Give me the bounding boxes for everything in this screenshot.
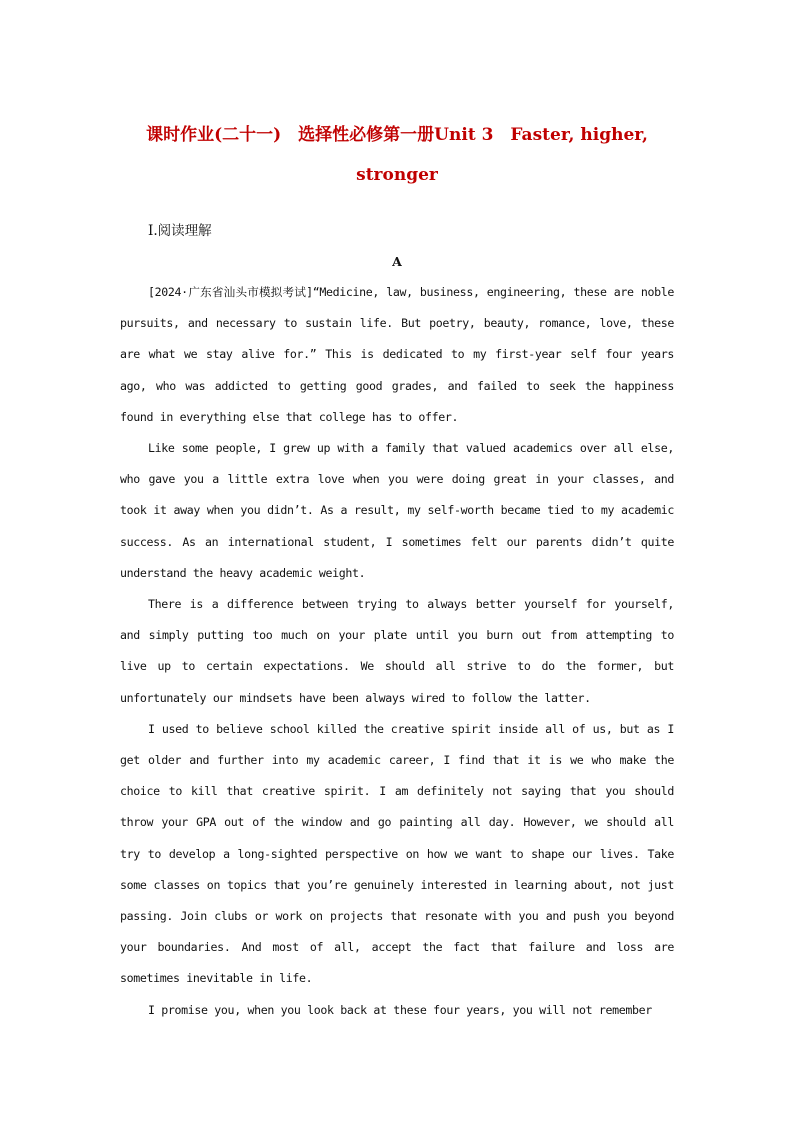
title-line-1: 课时作业(二十一) 选择性必修第一册Unit 3 Faster, higher, <box>146 125 648 145</box>
title-line-2: stronger <box>356 165 438 185</box>
passage-body <box>120 277 674 1026</box>
paragraph-3: There is a difference between trying to always better yourself for yourself, and simply putting too much on your plate until you burn out from attempting to live up to certain expectations. We should all strive to do the former, but unfortunately our mindsets have been always wired to follow the latter. <box>120 597 674 705</box>
paragraph-1: [2024·广东省汕头市模拟考试]“Medicine, law, business, engineering, these are noble pursuits, and necessary to sustain life. But poetry, beauty, romance, love, these are what we stay alive for.” This is dedicated to my first-year self four years ago, who was addicted to getting good grades, and failed to seek the happiness found in everything else that college has to offer. <box>120 285 674 424</box>
passage-label: A <box>392 254 402 269</box>
paragraph-2: Like some people, I grew up with a family that valued academics over all else, who gave you a little extra love when you were doing great in your classes, and took it away when you didn’t. As a result, my self-worth became tied to my academic success. As an international student, I sometimes felt our parents didn’t quite understand the heavy academic weight. <box>120 441 674 580</box>
paragraph-4: I used to believe school killed the creative spirit inside all of us, but as I get older and further into my academic career, I find that it is we who make the choice to kill that creative spirit. I am definitely not saying that you should throw your GPA out of the window and go painting all day. However, we should all try to develop a long-sighted perspective on how we want to shape our lives. Take some classes on topics that you’re genuinely interested in learning about, not just passing. Join clubs or work on projects that resonate with you and push you beyond your boundaries. And most of all, accept the fact that failure and loss are sometimes inevitable in life. <box>120 721 674 986</box>
document-title <box>100 115 694 195</box>
paragraph-5: I promise you, when you look back at these four years, you will not remember <box>148 1002 652 1017</box>
section-heading: Ⅰ.阅读理解 <box>148 223 212 239</box>
